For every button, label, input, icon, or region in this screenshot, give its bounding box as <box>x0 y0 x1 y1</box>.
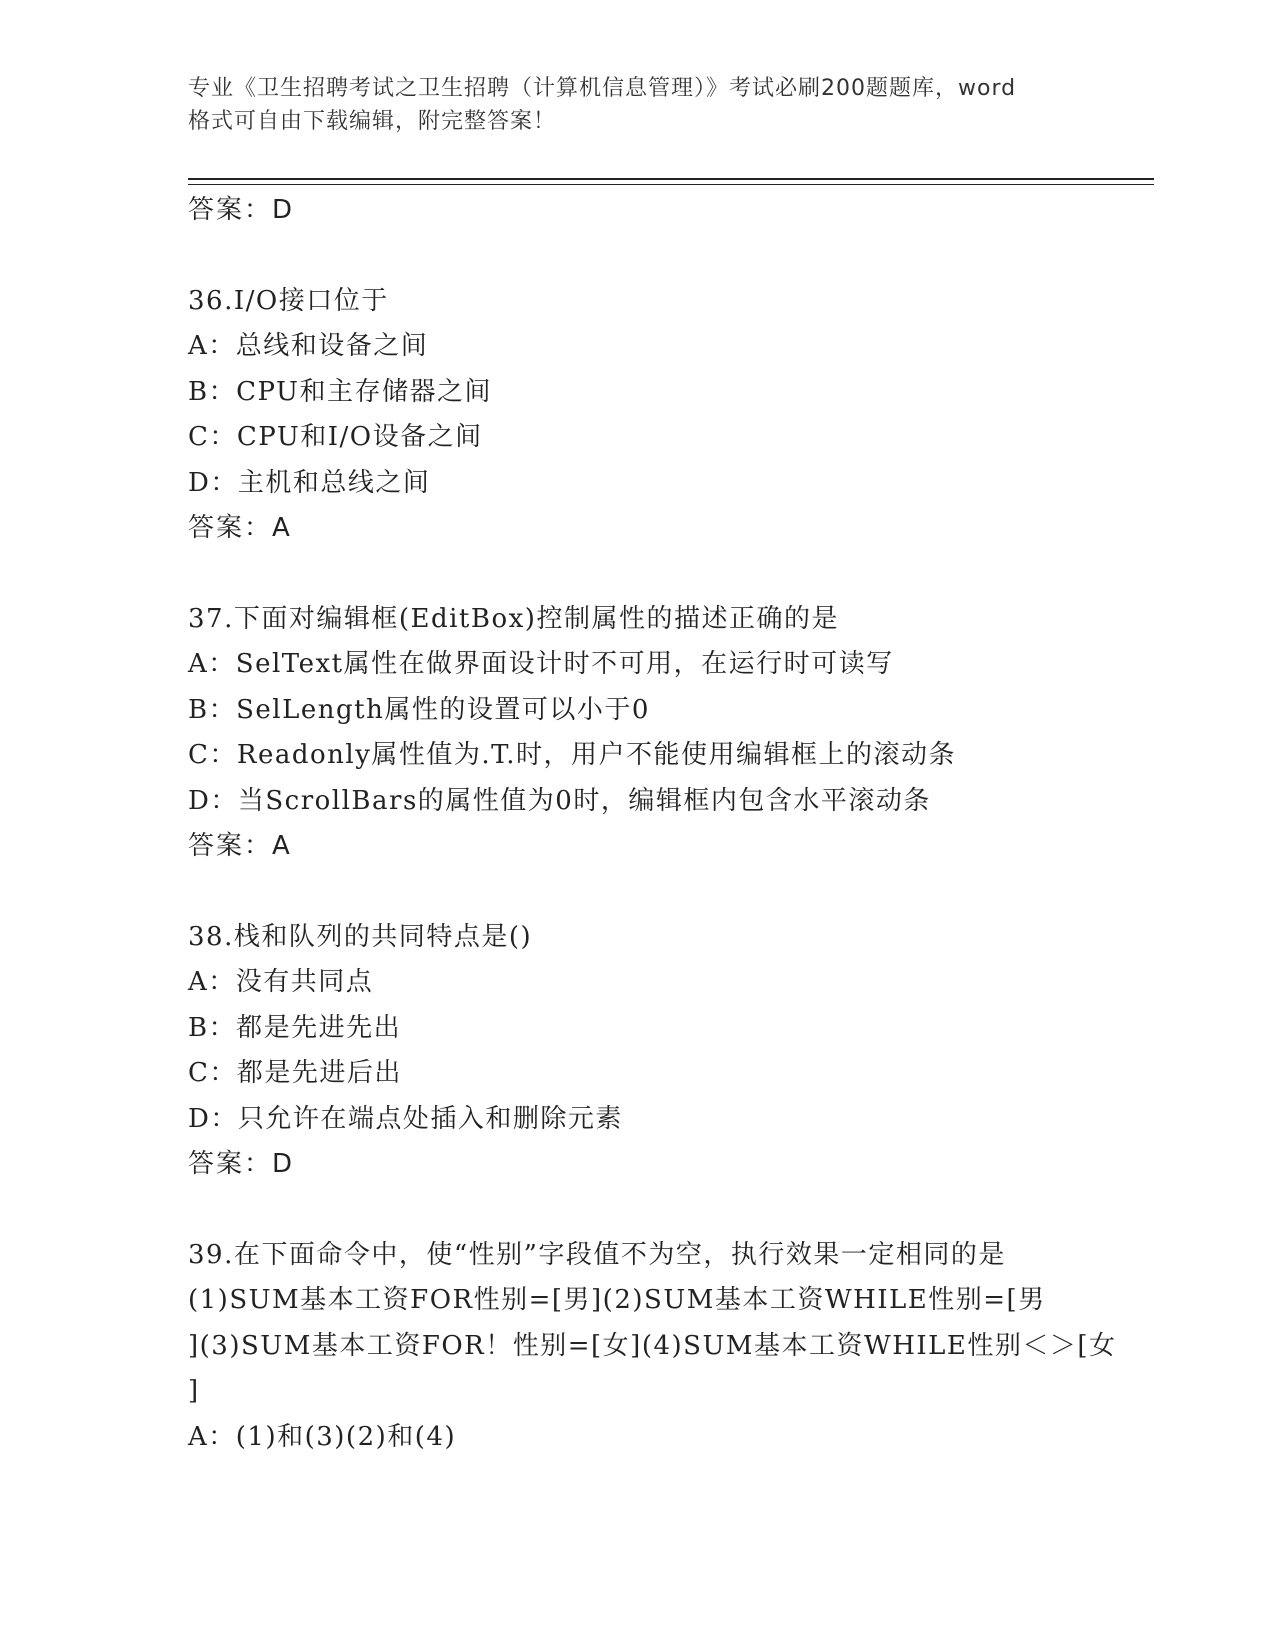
option-a: A：总线和设备之间 <box>188 331 429 361</box>
option-c: C：都是先进后出 <box>188 1058 402 1088</box>
option-d: D：主机和总线之间 <box>188 467 431 498</box>
answer-line: 答案：D <box>188 195 295 225</box>
header-divider-thick <box>188 178 1154 180</box>
option-a: A：(1)和(3)(2)和(4) <box>188 1421 457 1452</box>
header-divider-thin <box>188 184 1154 185</box>
header-line-1: 专业《卫生招聘考试之卫生招聘（计算机信息管理）》考试必刷200题题库，word <box>188 76 1017 101</box>
question-stem-line-3: ](3)SUM基本工资FOR！性别=[女](4)SUM基本工资WHILE性别＜＞[女 <box>188 1330 1117 1361</box>
question-37 <box>188 597 1108 870</box>
option-b: B：SelLength属性的设置可以小于0 <box>188 694 650 725</box>
answer-line: 答案：D <box>188 1149 295 1179</box>
question-stem: 37.下面对编辑框(EditBox)控制属性的描述正确的是 <box>188 603 839 634</box>
option-b: B：都是先进先出 <box>188 1012 402 1043</box>
answer-line: 答案：A <box>188 513 292 543</box>
question-36 <box>188 279 1108 552</box>
header-line-2: 格式可自由下载编辑，附完整答案！ <box>188 109 557 134</box>
option-a: A：没有共同点 <box>188 967 374 997</box>
option-a: A：SelText属性在做界面设计时不可用，在运行时可读写 <box>188 649 894 679</box>
question-38 <box>188 915 1108 1188</box>
question-stem: 38.栈和队列的共同特点是() <box>188 921 533 952</box>
option-b: B：CPU和主存储器之间 <box>188 376 492 407</box>
answer-line: 答案：A <box>188 831 292 861</box>
option-c: C：CPU和I/O设备之间 <box>188 422 483 452</box>
document-body <box>188 188 1117 1460</box>
question-stem: 36.I/O接口位于 <box>188 285 389 316</box>
question-stem-line-1: 39.在下面命令中，使“性别”字段值不为空，执行效果一定相同的是 <box>188 1239 1006 1270</box>
option-d: D：只允许在端点处插入和删除元素 <box>188 1103 623 1134</box>
question-stem-line-4: ] <box>188 1376 200 1406</box>
question-stem-line-2: (1)SUM基本工资FOR性别=[男](2)SUM基本工资WHILE性别=[男 <box>188 1285 1046 1315</box>
question-39 <box>188 1233 1117 1461</box>
option-d: D：当ScrollBars的属性值为0时，编辑框内包含水平滚动条 <box>188 785 931 816</box>
document-header <box>188 72 1088 138</box>
option-c: C：Readonly属性值为.T.时，用户不能使用编辑框上的滚动条 <box>188 740 956 770</box>
